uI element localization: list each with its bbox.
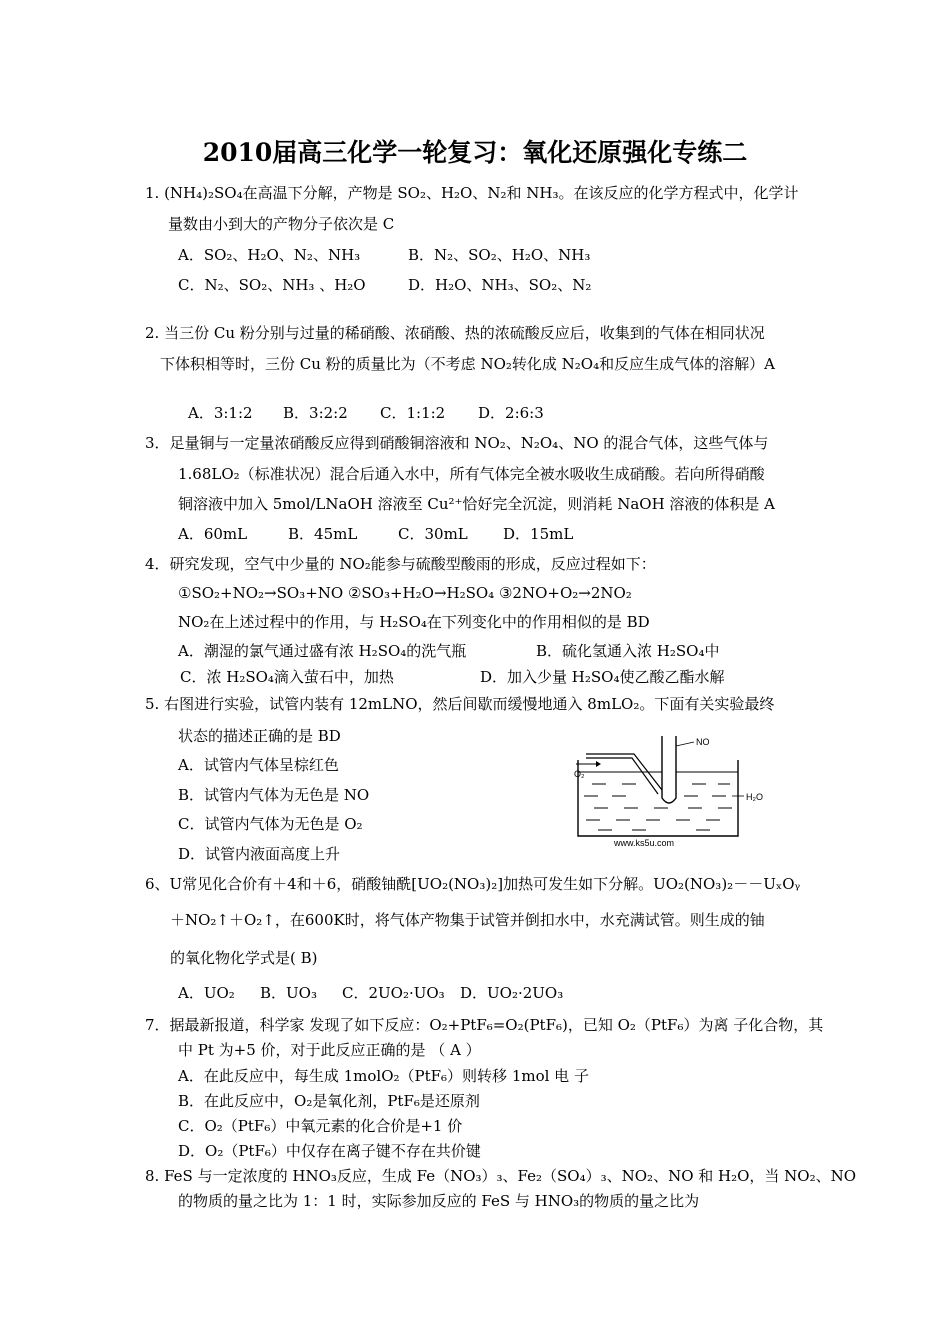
q7-option-d: D．O₂（PtF₆）中仅存在离子键不存在共价键 bbox=[178, 1142, 481, 1160]
q3-line-1: 3．足量铜与一定量浓硝酸反应得到硝酸铜溶液和 NO₂、N₂O₄、NO 的混合气体，这些气体与 bbox=[145, 434, 769, 452]
q5-option-c: C．试管内气体为无色是 O₂ bbox=[178, 815, 363, 833]
q1-line-1: 1. (NH₄)₂SO₄在高温下分解，产物是 SO₂、H₂O、N₂和 NH₃。在该反应的化学方程式中，化学计 bbox=[145, 184, 799, 202]
q1-option-c: C．N₂、SO₂、NH₃ 、H₂O bbox=[178, 276, 366, 294]
q2-option-d: D．2:6:3 bbox=[478, 404, 544, 422]
q6-option-b: B．UO₃ bbox=[260, 984, 317, 1002]
page-title: 2010届高三化学一轮复习：氧化还原强化专练二 bbox=[202, 138, 748, 167]
fig-watermark: www.ks5u.com bbox=[614, 838, 675, 848]
q1-line-2: 量数由小到大的产物分子依次是 C bbox=[168, 215, 395, 233]
fig-label-no: NO bbox=[696, 737, 710, 747]
q7-option-b: B．在此反应中，O₂是氧化剂，PtF₆是还原剂 bbox=[178, 1092, 480, 1110]
q6-option-a: A．UO₂ bbox=[178, 984, 235, 1002]
q7-line-1: 7．据最新报道，科学家 发现了如下反应：O₂+PtF₆=O₂(PtF₆)，已知 O₂（PtF₆）为离 子化合物，其 bbox=[145, 1016, 824, 1034]
q6-option-d: D．UO₂·2UO₃ bbox=[460, 984, 564, 1002]
q4-line-2: ①SO₂+NO₂→SO₃+NO ②SO₃+H₂O→H₂SO₄ ③2NO+O₂→2NO₂ bbox=[178, 584, 632, 602]
q6-option-c: C．2UO₂·UO₃ bbox=[342, 984, 445, 1002]
q7-line-2: 中 Pt 为+5 价，对于此反应正确的是 （ A ） bbox=[178, 1041, 481, 1059]
q8-line-1: 8. FeS 与一定浓度的 HNO₃反应，生成 Fe（NO₃）₃、Fe₂（SO₄）₃、NO₂、NO 和 H₂O，当 NO₂、NO bbox=[145, 1167, 857, 1185]
q1-option-a: A．SO₂、H₂O、N₂、NH₃ bbox=[178, 246, 361, 264]
q1-option-d: D．H₂O、NH₃、SO₂、N₂ bbox=[408, 276, 592, 294]
q2-line-1: 2. 当三份 Cu 粉分别与过量的稀硝酸、浓硝酸、热的浓硫酸反应后，收集到的气体在相同状况 bbox=[145, 324, 765, 342]
q3-option-c: C．30mL bbox=[398, 525, 468, 543]
q2-line-2: 下体积相等时，三份 Cu 粉的质量比为（不考虑 NO₂转化成 N₂O₄和反应生成气体的溶解）A bbox=[160, 355, 775, 373]
fig-label-o2: O₂ bbox=[574, 769, 585, 779]
q1-option-b: B．N₂、SO₂、H₂O、NH₃ bbox=[408, 246, 591, 264]
q3-line-3: 铜溶液中加入 5mol/LNaOH 溶液至 Cu²⁺恰好完全沉淀，则消耗 NaOH 溶液的体积是 A bbox=[178, 495, 776, 513]
q4-line-3: NO₂在上述过程中的作用，与 H₂SO₄在下列变化中的作用相似的是 BD bbox=[178, 613, 650, 631]
fig-label-h2o: H₂O bbox=[746, 792, 763, 802]
q5-option-b: B．试管内气体为无色是 NO bbox=[178, 786, 370, 804]
q7-option-a: A．在此反应中，每生成 1molO₂（PtF₆）则转移 1mol 电 子 bbox=[178, 1067, 589, 1085]
q5-line-2: 状态的描述正确的是 BD bbox=[178, 727, 341, 745]
q3-option-b: B．45mL bbox=[288, 525, 358, 543]
q6-line-1: 6、U常见化合价有＋4和＋6，硝酸铀酰[UO₂(NO₃)₂]加热可发生如下分解。UO₂(NO₃)₂－－UₓOᵧ bbox=[145, 875, 801, 893]
q3-line-2: 1.68LO₂（标准状况）混合后通入水中，所有气体完全被水吸收生成硝酸。若向所得硝酸 bbox=[178, 465, 765, 483]
q3-option-a: A．60mL bbox=[178, 525, 248, 543]
q3-option-d: D．15mL bbox=[503, 525, 574, 543]
q4-option-b: B．硫化氢通入浓 H₂SO₄中 bbox=[536, 642, 720, 660]
q4-option-a: A．潮湿的氯气通过盛有浓 H₂SO₄的洗气瓶 bbox=[178, 642, 467, 660]
q2-option-b: B．3:2:2 bbox=[283, 404, 348, 422]
q2-option-a: A．3:1:2 bbox=[188, 404, 253, 422]
q6-line-3: 的氧化物化学式是( B) bbox=[170, 949, 318, 967]
q4-option-c: C．浓 H₂SO₄滴入萤石中，加热 bbox=[180, 668, 394, 686]
q5-option-a: A．试管内气体呈棕红色 bbox=[178, 756, 339, 774]
q8-line-2: 的物质的量之比为 1：1 时，实际参加反应的 FeS 与 HNO₃的物质的量之比为 bbox=[178, 1192, 700, 1210]
q5-line-1: 5. 右图进行实验，试管内装有 12mLNO，然后间歇而缓慢地通入 8mLO₂。下面有关实验最终 bbox=[145, 695, 775, 713]
q4-line-1: 4．研究发现，空气中少量的 NO₂能参与硫酸型酸雨的形成，反应过程如下： bbox=[145, 555, 656, 573]
q7-option-c: C．O₂（PtF₆）中氧元素的化合价是+1 价 bbox=[178, 1117, 463, 1135]
q6-line-2: ＋NO₂↑＋O₂↑，在600K时，将气体产物集于试管并倒扣水中，水充满试管。则生成的铀 bbox=[170, 911, 765, 929]
q5-option-d: D．试管内液面高度上升 bbox=[178, 845, 341, 863]
q4-option-d: D．加入少量 H₂SO₄使乙酸乙酯水解 bbox=[480, 668, 725, 686]
experiment-diagram bbox=[572, 732, 782, 850]
q2-option-c: C．1:1:2 bbox=[380, 404, 446, 422]
